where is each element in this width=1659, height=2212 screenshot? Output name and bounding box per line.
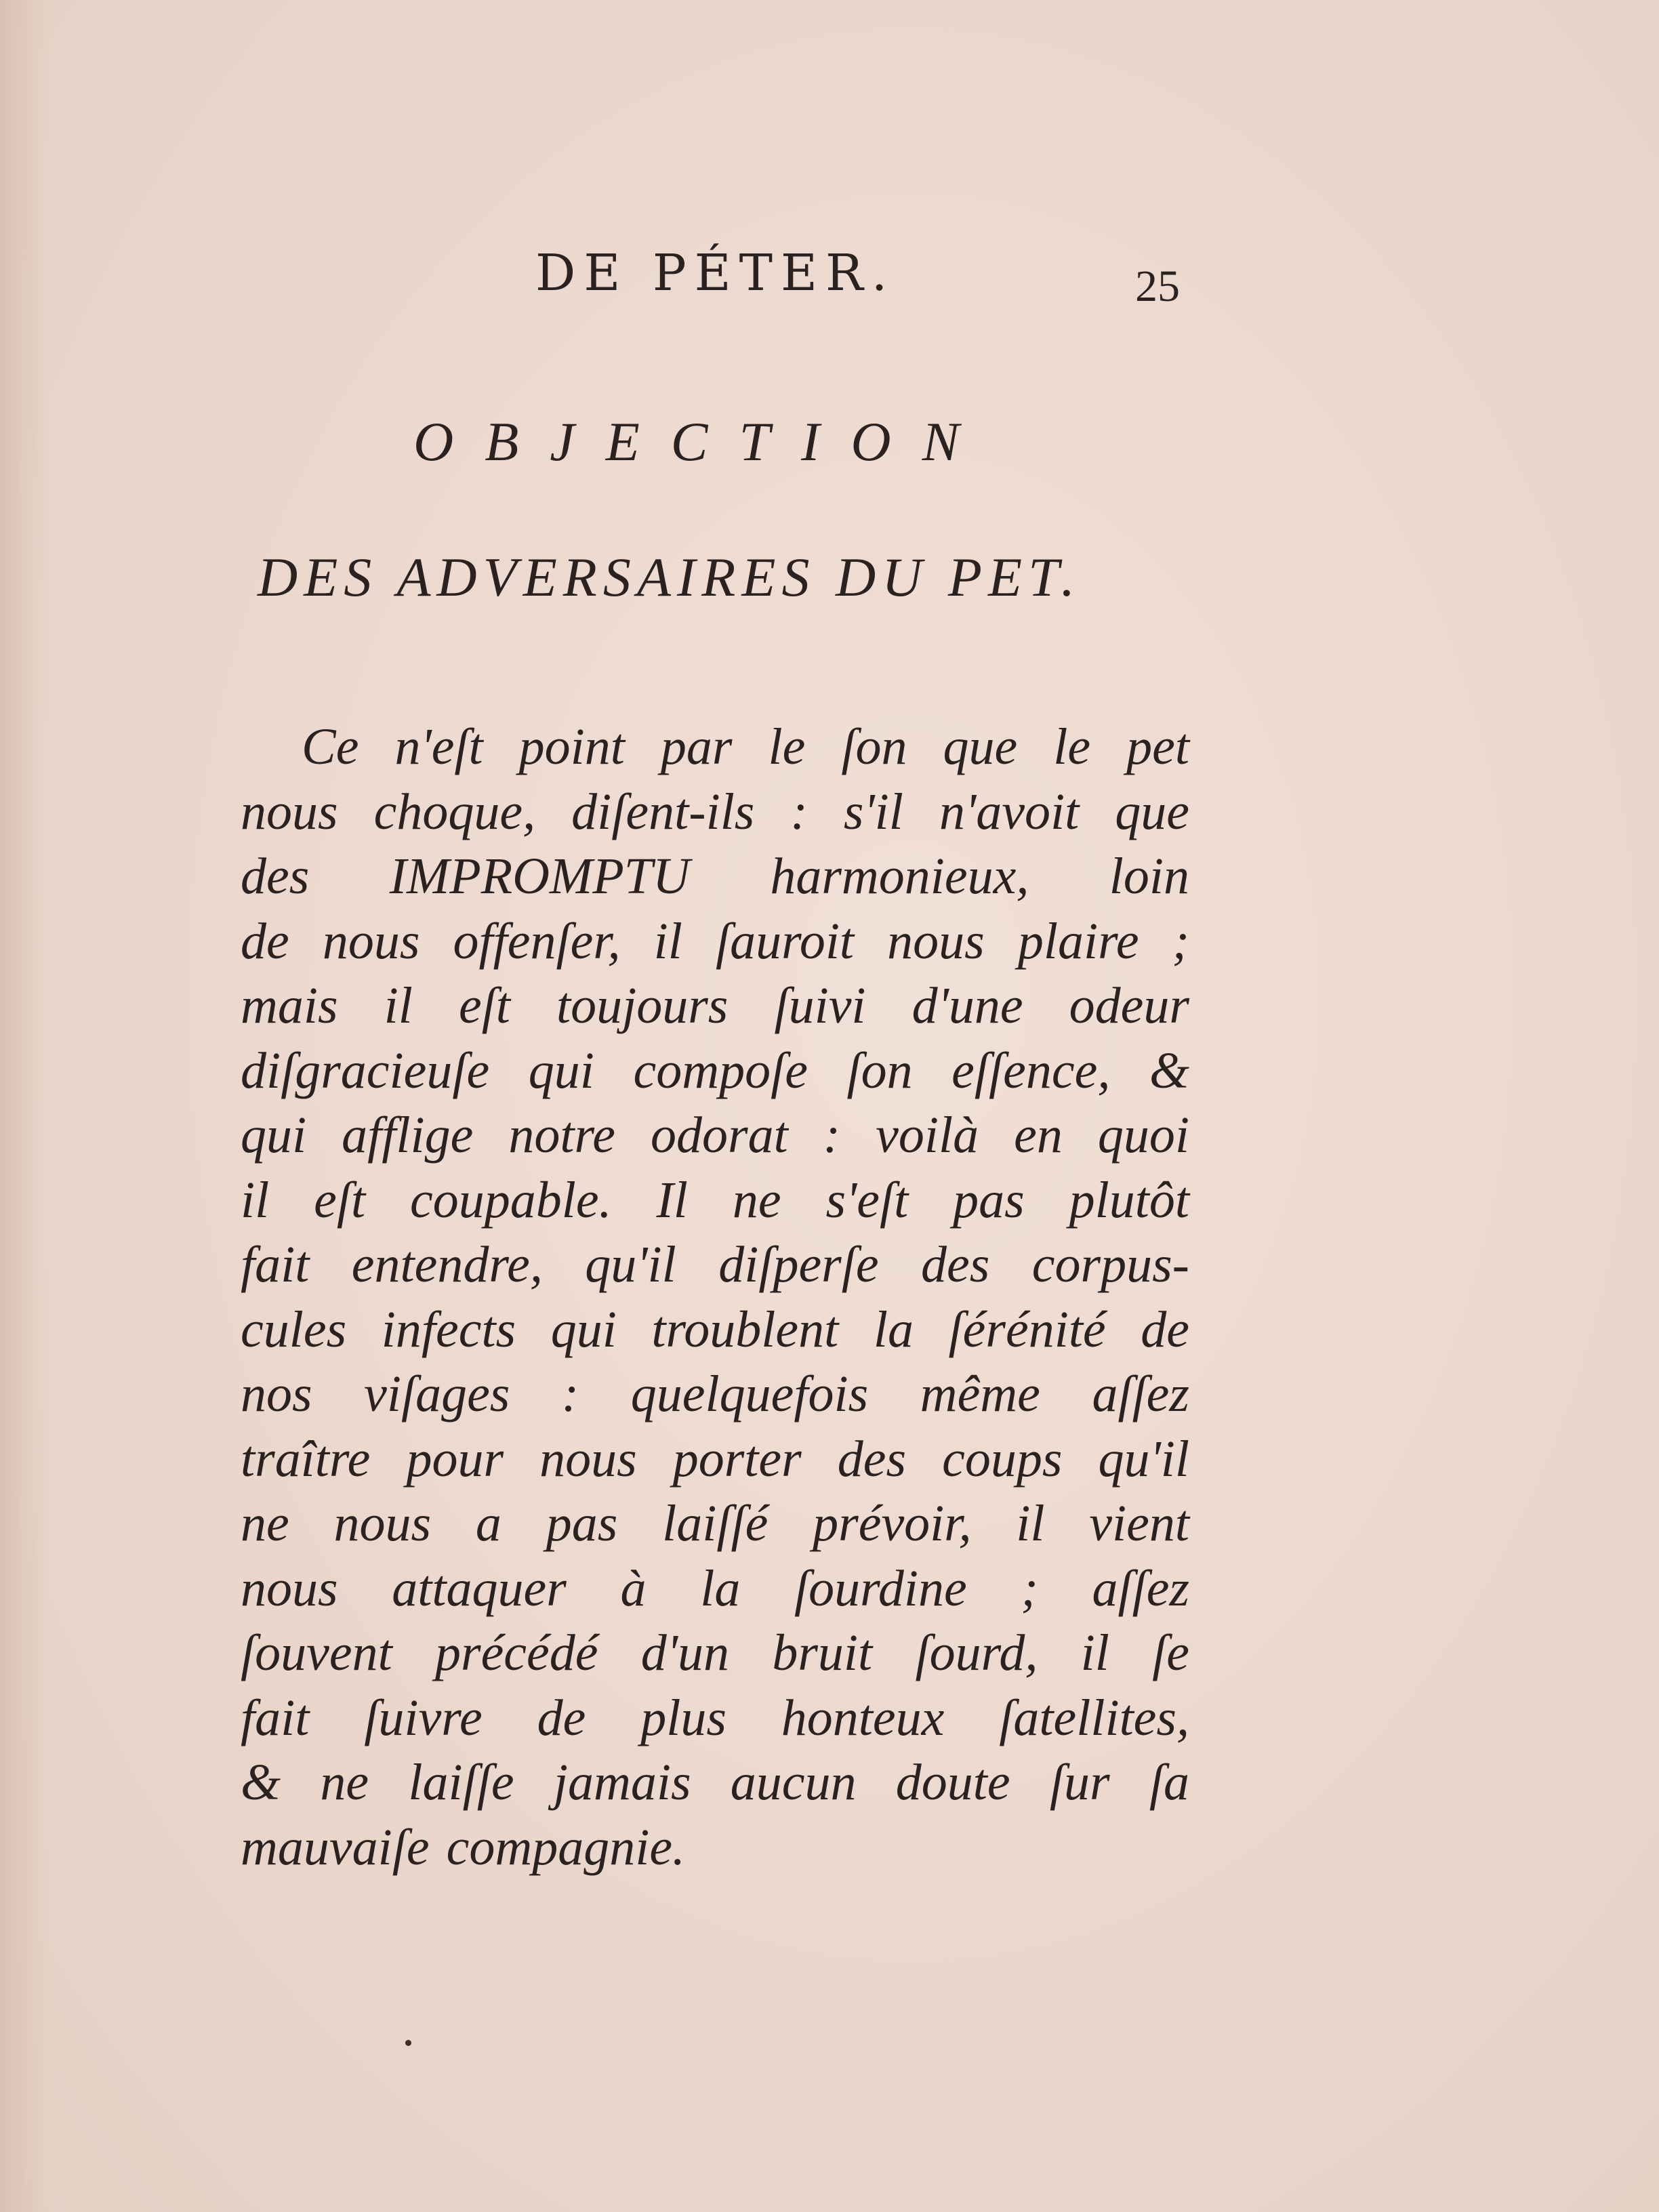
body-paragraph (241, 715, 1189, 1880)
text-line: ſouvent précédé d'un bruit ſourd, il ſe (241, 1624, 1189, 1681)
gutter-shadow (0, 0, 47, 2212)
text-line: fait ſuivre de plus honteux ſatellites, (241, 1689, 1189, 1746)
text-line: fait entendre, qu'il diſperſe des corpus- (241, 1236, 1189, 1293)
text-line: traître pour nous porter des coups qu'il (241, 1430, 1189, 1488)
page-number: 25 (1135, 262, 1180, 311)
text-line: nous attaquer à la ſourdine ; aſſez (241, 1559, 1189, 1617)
text-line: nos viſages : quelquefois même aſſez (241, 1366, 1189, 1422)
text-line: diſgracieuſe qui compoſe ſon eſſence, & (241, 1042, 1189, 1099)
paper-speck (405, 2040, 411, 2046)
text-line: des IMPROMPTU harmonieux, loin (241, 848, 1189, 905)
text-line: Ce n'eſt point par le ſon que le pet (302, 718, 1189, 775)
text-line: il eſt coupable. Il ne s'eſt pas plutôt (241, 1171, 1189, 1229)
text-line: qui afflige notre odorat : voilà en quoi (241, 1107, 1189, 1164)
text-line: de nous offenſer, il ſauroit nous plaire ; (241, 912, 1189, 970)
section-title-line-2: DES ADVERSAIRES DU PET. (258, 546, 1082, 608)
text-line-last: mauvaiſe compagnie. (241, 1818, 686, 1876)
text-line: cules infects qui troublent la ſérénité de (241, 1300, 1189, 1358)
section-title-line-1: OBJECTION (413, 411, 991, 472)
text-line: ne nous a pas laiſſé prévoir, il vient (241, 1495, 1189, 1552)
text-line: mais il eſt toujours ſuivi d'une odeur (241, 977, 1189, 1034)
text-line: & ne laiſſe jamais aucun doute ſur ſa (241, 1754, 1189, 1811)
running-head: DE PÉTER. (535, 244, 896, 302)
text-line: nous choque, diſent-ils : s'il n'avoit que (241, 783, 1189, 840)
